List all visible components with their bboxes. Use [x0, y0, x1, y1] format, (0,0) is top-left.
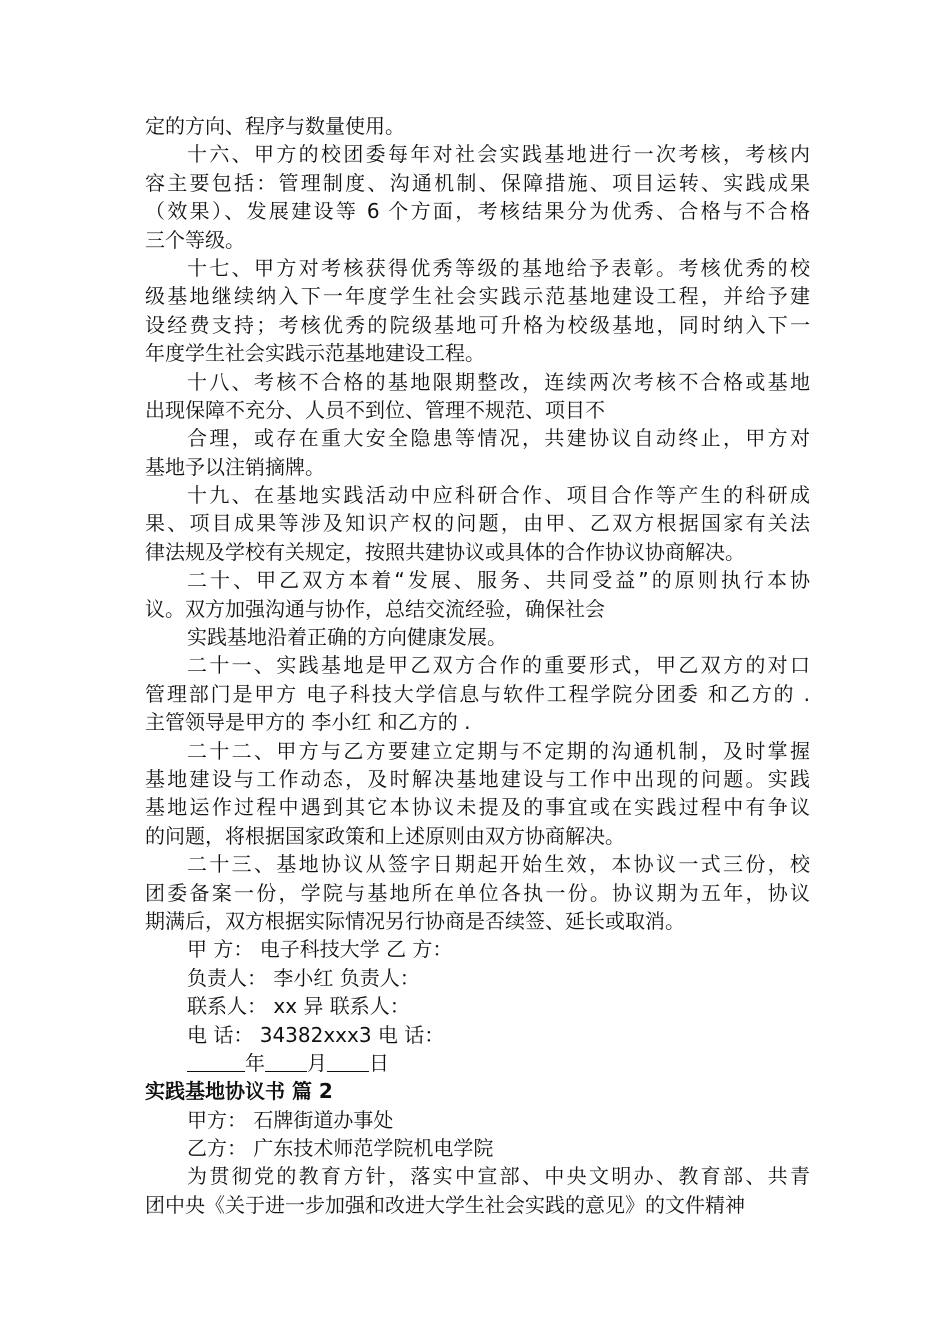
- text-line: 基地运作过程中遇到其它本协议未提及的事宜或在实践过程中有争议: [145, 795, 810, 820]
- text-line: 容主要包括：管理制度、沟通机制、保障措施、项目运转、实践成果: [145, 170, 810, 195]
- section2-party-a: 甲方： 石牌街道办事处: [187, 1107, 394, 1132]
- text-line: 实践基地沿着正确的方向健康发展。: [187, 625, 507, 650]
- text-line: 十六、甲方的校团委每年对社会实践基地进行一次考核，考核内: [187, 142, 810, 167]
- text-line: 基地建设与工作动态，及时解决基地建设与工作中出现的问题。实践: [145, 766, 810, 791]
- text-line: （效果）、发展建设等 6 个方面，考核结果分为优秀、合格与不合格: [145, 199, 810, 224]
- text-line: 设经费支持；考核优秀的院级基地可升格为校级基地，同时纳入下一: [145, 312, 810, 337]
- text-line: 十七、甲方对考核获得优秀等级的基地给予表彰。考核优秀的校: [187, 255, 810, 280]
- signature-manager: 负责人： 李小红 负责人：: [187, 965, 420, 990]
- text-line: 二十二、甲方与乙方要建立定期与不定期的沟通机制，及时掌握: [187, 738, 810, 763]
- text-line: 管理部门是甲方 电子科技大学信息与软件工程学院分团委 和乙方的 .: [145, 681, 810, 706]
- text-line: 三个等级。: [145, 227, 245, 252]
- signature-phone: 电 话： 34382xxx3 电 话：: [187, 1022, 445, 1047]
- date-year-label: 年: [245, 1050, 265, 1075]
- text-line: 级基地继续纳入下一年度学生社会实践示范基地建设工程，并给予建: [145, 284, 810, 309]
- text-line: 基地予以注销摘牌。: [145, 454, 325, 479]
- section2-party-b: 乙方： 广东技术师范学院机电学院: [187, 1136, 494, 1161]
- text-line: 律法规及学校有关规定，按照共建协议或具体的合作协议协商解决。: [145, 539, 745, 564]
- text-line: 出现保障不充分、人员不到位、管理不规范、项目不: [145, 397, 605, 422]
- text-line: 团中央《关于进一步加强和改进大学生社会实践的意见》的文件精神: [145, 1192, 745, 1217]
- date-day-label: 日: [369, 1050, 389, 1075]
- text-line: 期满后，双方根据实际情况另行协商是否续签、延长或取消。: [145, 908, 685, 933]
- signature-contact: 联系人： xx 异 联系人：: [187, 994, 410, 1019]
- text-line: 主管领导是甲方的 李小红 和乙方的 .: [145, 710, 471, 735]
- section-heading: 实践基地协议书 篇 2: [145, 1079, 333, 1104]
- text-line: 合理，或存在重大安全隐患等情况，共建协议自动终止，甲方对: [187, 426, 810, 451]
- text-line: 十八、考核不合格的基地限期整改，连续两次考核不合格或基地: [187, 369, 810, 394]
- text-line: 果、项目成果等涉及知识产权的问题，由甲、乙双方根据国家有关法: [145, 511, 810, 536]
- date-blank-month: [265, 1051, 307, 1072]
- text-line: 定的方向、程序与数量使用。: [145, 114, 405, 138]
- text-line: 年度学生社会实践示范基地建设工程。: [145, 341, 485, 366]
- text-line: 议。双方加强沟通与协作，总结交流经验，确保社会: [145, 596, 605, 621]
- signature-date: [145, 1049, 810, 1077]
- text-line: 二十三、基地协议从签字日期起开始生效，本协议一式三份，校: [187, 852, 810, 877]
- text-line: 团委备案一份，学院与基地所在单位各执一份。协议期为五年，协议: [145, 880, 810, 905]
- document-page: [145, 112, 810, 1219]
- text-line: 二十一、实践基地是甲乙双方合作的重要形式，甲乙双方的对口: [187, 653, 810, 678]
- text-line: 的问题，将根据国家政策和上述原则由双方协商解决。: [145, 823, 625, 848]
- signature-party-a: 甲 方： 电子科技大学 乙 方：: [187, 937, 453, 962]
- text-line: 为贯彻党的教育方针，落实中宣部、中央文明办、教育部、共青: [187, 1164, 810, 1189]
- date-blank-year: [187, 1051, 245, 1072]
- text-line: 十九、在基地实践活动中应科研合作、项目合作等产生的科研成: [187, 483, 810, 508]
- text-line: 二十、甲乙双方本着“发展、服务、共同受益”的原则执行本协: [187, 568, 810, 593]
- date-month-label: 月: [307, 1050, 327, 1075]
- date-blank-day: [327, 1051, 369, 1072]
